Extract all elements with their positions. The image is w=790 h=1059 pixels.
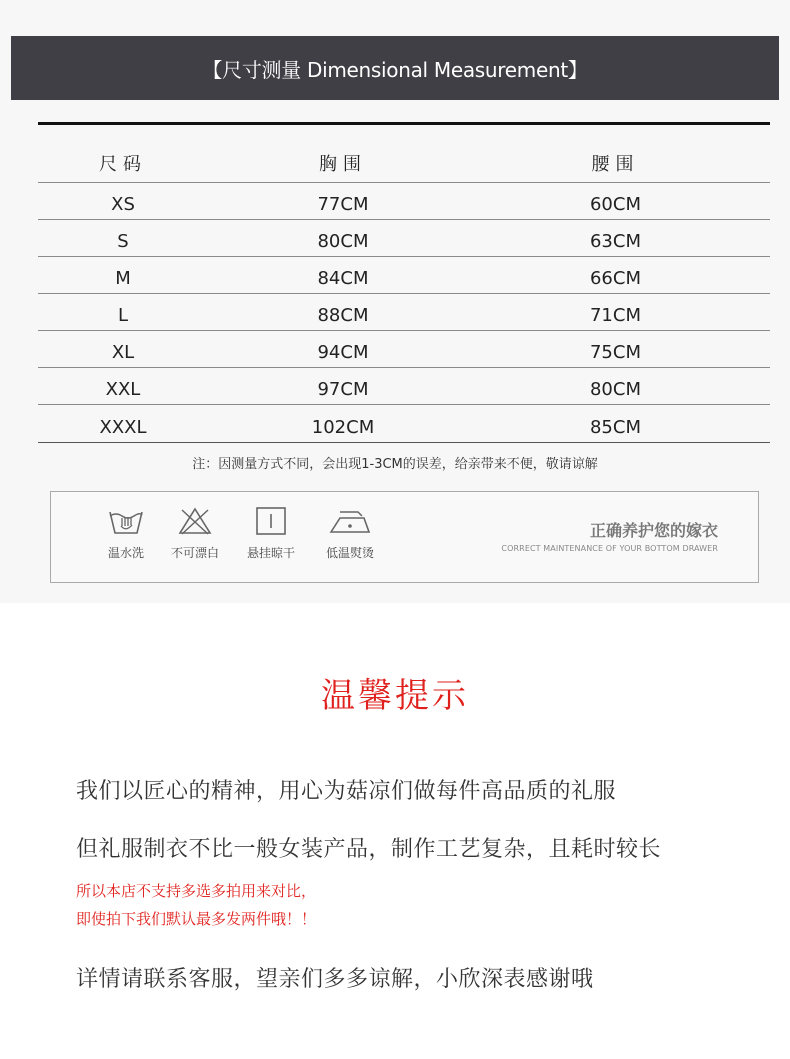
tips-line-2: 但礼服制衣不比一般女装产品，制作工艺复杂，且耗时较长 (76, 837, 662, 862)
table-header-row (38, 125, 770, 183)
chest-cell: 97CM (317, 379, 369, 400)
table-row (38, 405, 770, 443)
care-label: 温水洗 (107, 546, 144, 560)
chest-cell: 102CM (311, 417, 375, 438)
header-chest: 胸围 (319, 154, 367, 175)
tips-red-line-2: 即使拍下我们默认最多发两件哦！！ (76, 910, 317, 928)
care-item-wash (91, 506, 161, 561)
chest-cell: 94CM (317, 342, 369, 363)
waist-cell: 85CM (589, 417, 641, 438)
size-cell: XL (111, 342, 135, 363)
table-row (38, 331, 770, 368)
measurement-note: 注：因测量方式不同，会出现1-3CM的误差，给亲带来不便，敬请谅解 (192, 457, 598, 472)
size-cell: S (117, 231, 129, 252)
waist-cell: 75CM (589, 342, 641, 363)
care-item-no-bleach (160, 506, 230, 561)
table-row (38, 294, 770, 331)
wash-basin-icon (107, 506, 145, 536)
chest-cell: 84CM (317, 268, 369, 289)
care-label: 不可漂白 (170, 546, 219, 560)
care-subtitle: CORRECT MAINTENANCE OF YOUR BOTTOM DRAWER (501, 544, 718, 553)
tips-line-3: 详情请联系客服，望亲们多多谅解，小欣深表感谢哦 (76, 967, 594, 992)
header-size: 尺码 (99, 154, 147, 175)
waist-cell: 71CM (589, 305, 641, 326)
size-cell: XXL (105, 379, 141, 400)
care-item-hang-dry (236, 506, 306, 561)
care-label: 悬挂晾干 (246, 546, 295, 560)
waist-cell: 60CM (589, 194, 641, 215)
care-instructions-box (50, 491, 759, 583)
care-item-iron (315, 506, 385, 561)
tips-line-1: 我们以匠心的精神，用心为菇凉们做每件高品质的礼服 (76, 779, 617, 804)
size-table (38, 122, 770, 443)
waist-cell: 80CM (589, 379, 641, 400)
iron-icon (328, 506, 372, 536)
size-cell: L (117, 305, 129, 326)
table-row (38, 257, 770, 294)
table-row (38, 220, 770, 257)
header-waist: 腰围 (591, 154, 640, 175)
waist-cell: 63CM (589, 231, 641, 252)
table-row (38, 183, 770, 220)
tips-title: 温馨提示 (321, 676, 469, 716)
hang-dry-icon (255, 506, 287, 536)
table-row (38, 368, 770, 405)
tips-red-line-1: 所以本店不支持多选多拍用来对比， (76, 882, 317, 900)
chest-cell: 88CM (317, 305, 369, 326)
care-title: 正确养护您的嫁衣 (589, 521, 718, 540)
size-cell: XS (111, 194, 135, 215)
chest-cell: 77CM (317, 194, 369, 215)
waist-cell: 66CM (589, 268, 641, 289)
care-label: 低温熨烫 (325, 546, 374, 560)
chest-cell: 80CM (317, 231, 369, 252)
size-cell: M (115, 268, 131, 289)
banner-title: 【尺寸测量 Dimensional Measurement】 (11, 36, 779, 100)
size-cell: XXXL (99, 417, 147, 438)
no-bleach-icon (177, 506, 213, 536)
